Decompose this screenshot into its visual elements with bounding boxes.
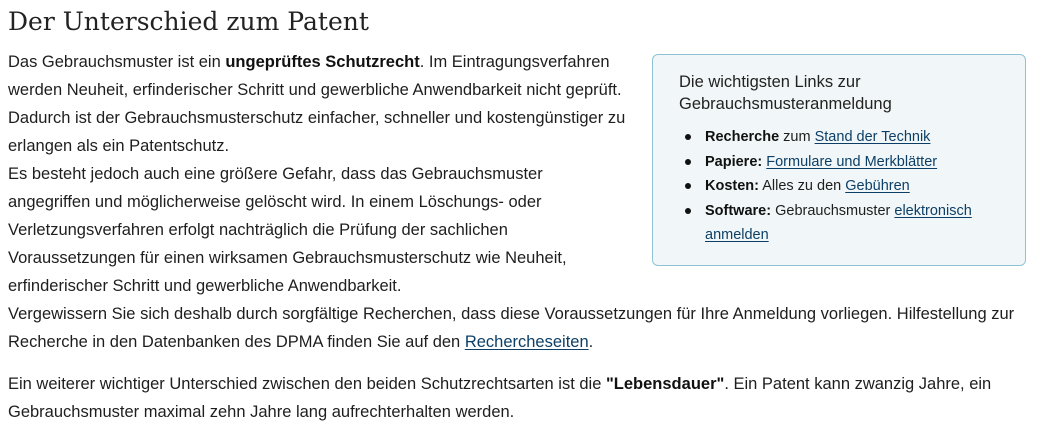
infobox-heading: Die wichtigsten Links zur Gebrauchsmusteranmeldung	[679, 73, 892, 113]
intro-text-4: Vergewissern Sie sich deshalb durch sorgfältige Recherchen, dass diese Voraussetzungen für Ihre Anmeldung vorliegen. Hilfestellung zur Recherche in den Datenbanken des DPMA finden Sie auf den	[8, 305, 1015, 351]
list-item-label: Papiere:	[705, 153, 763, 170]
infobox-link-list	[679, 125, 1009, 248]
list-item-label: Recherche	[705, 129, 780, 145]
list-item-papiere	[705, 150, 1009, 175]
list-item-recherche	[705, 125, 1009, 150]
intro-text-5: .	[588, 333, 594, 351]
bullet-icon	[685, 208, 691, 214]
formulare-link[interactable]: Formulare und Merkblätter	[766, 153, 938, 170]
bullet-icon	[685, 183, 691, 189]
intro-text-2: . Im Eintragungsverfahren werden Neuheit, erfinderischer Schritt und gewerbliche Anwendbarkeit nicht geprüft. Dadurch ist der Gebrauchsmusterschutz einfacher, schneller und kostengünstiger zu erlangen als ein Patentschutz.	[8, 53, 626, 155]
elektronisch-anmelden-link[interactable]: elektronisch anmelden	[705, 202, 972, 243]
paragraph-lifetime	[8, 370, 1028, 426]
list-item-text: Alles zu den	[758, 178, 846, 194]
rechercheseiten-link[interactable]: Rechercheseiten	[464, 333, 589, 351]
paragraph-narrow-block	[8, 48, 628, 300]
list-item-label: Kosten:	[705, 178, 759, 194]
list-item-text: Gebrauchsmuster	[771, 202, 895, 219]
links-infobox	[652, 54, 1026, 266]
bullet-icon	[685, 134, 691, 140]
lifetime-bold-text: "Lebensdauer"	[605, 375, 725, 393]
intro-text-1: Das Gebrauchsmuster ist ein	[8, 53, 226, 71]
gebuehren-link[interactable]: Gebühren	[845, 178, 910, 194]
paragraph-wide-block	[8, 300, 1028, 356]
section-title: Der Unterschied zum Patent	[8, 7, 369, 36]
intro-bold-text: ungeprüftes Schutzrecht	[225, 53, 420, 71]
intro-text-3: Es besteht jedoch auch eine größere Gefahr, dass das Gebrauchsmuster angegriffen und möglicherweise gelöscht wird. In einem Löschungs- oder Verletzungsverfahren erfolgt nachträglich die Prüfung der sachlichen Voraussetzungen für einen wirksamen Gebrauchsmusterschutz wie Neuheit, erfinderischer Schritt und gewerbliche Anwendbarkeit.	[8, 165, 567, 295]
list-item-software	[705, 199, 1009, 248]
list-item-text: zum	[779, 129, 815, 145]
lifetime-text-2: . Ein Patent kann zwanzig Jahre, ein Gebrauchsmuster maximal zehn Jahre lang aufrechterhalten werden.	[8, 375, 992, 421]
lifetime-text-1: Ein weiterer wichtiger Unterschied zwischen den beiden Schutzrechtsarten ist die	[8, 375, 606, 393]
stand-der-technik-link[interactable]: Stand der Technik	[814, 129, 931, 145]
bullet-icon	[685, 159, 691, 165]
list-item-label: Software:	[705, 202, 772, 219]
list-item-kosten	[705, 174, 1009, 199]
